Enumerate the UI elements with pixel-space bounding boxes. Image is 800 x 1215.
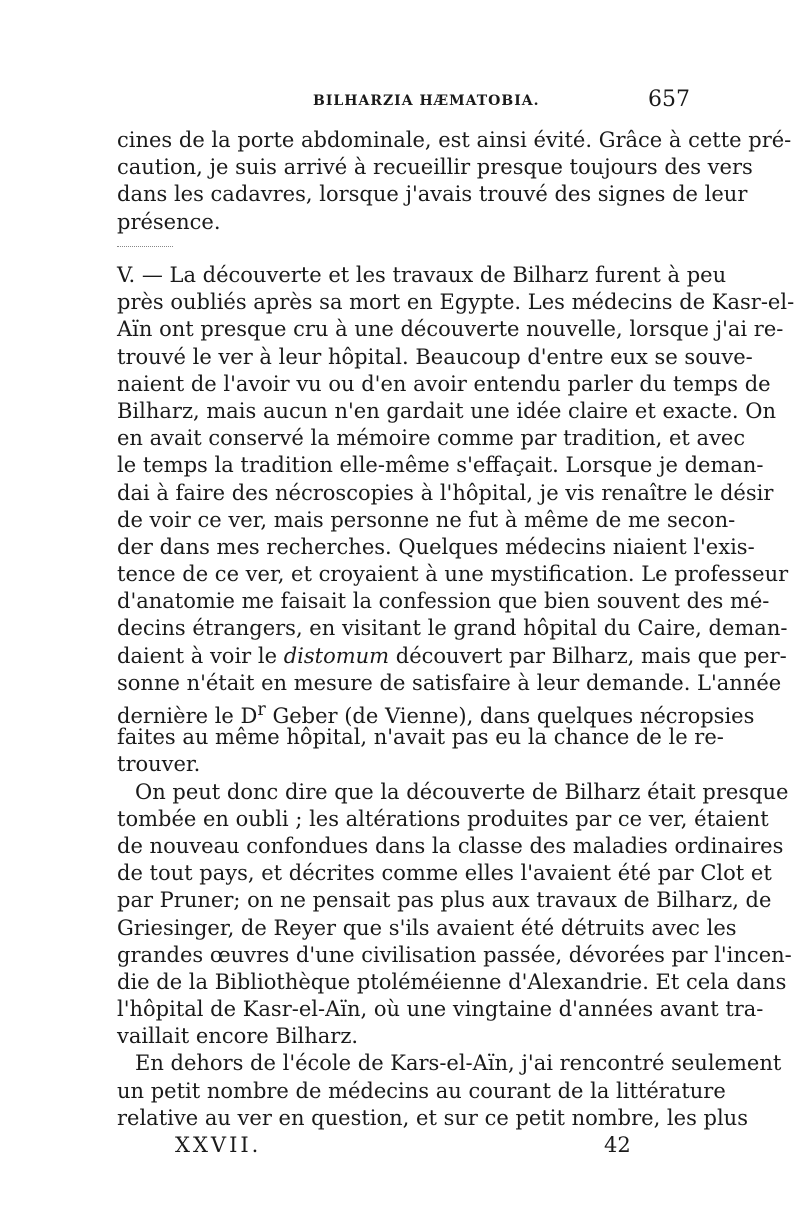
text-line: tence de ce ver, et croyaient à une mystification. Le professeur bbox=[117, 562, 789, 587]
text-line: présence. bbox=[117, 209, 221, 234]
text-line: sonne n'était en mesure de satisfaire à leur demande. L'année bbox=[117, 670, 782, 695]
running-title: BILHARZIA HÆMATOBIA. bbox=[313, 93, 540, 109]
text-line: dans les cadavres, lorsque j'avais trouvé des signes de leur bbox=[117, 182, 748, 207]
section-body bbox=[117, 262, 795, 1132]
text-line: Griesinger, de Reyer que s'ils avaient été détruits avec les bbox=[117, 915, 737, 940]
text-line: caution, je suis arrivé à recueillir presque toujours des vers bbox=[117, 155, 753, 180]
text-line: decins étrangers, en visitant le grand hôpital du Caire, deman- bbox=[117, 616, 788, 641]
text-line: vaillait encore Bilharz. bbox=[117, 1024, 359, 1049]
text-line: der dans mes recherches. Quelques médecins niaient l'exis- bbox=[117, 534, 755, 559]
separator-mark bbox=[117, 246, 173, 248]
signature-mark: XXVII. bbox=[175, 1133, 262, 1157]
text-line: un petit nombre de médecins au courant de la littérature bbox=[117, 1078, 726, 1103]
text-line: le temps la tradition elle-même s'effaçait. Lorsque je deman- bbox=[117, 453, 764, 478]
text-line: de tout pays, et décrites comme elles l'avaient été par Clot et bbox=[117, 861, 772, 886]
text-line: de voir ce ver, mais personne ne fut à même de me secon- bbox=[117, 507, 736, 532]
text-fragment: dernière le D bbox=[117, 704, 258, 728]
page-number: 657 bbox=[648, 87, 690, 112]
text-line: naient de l'avoir vu ou d'en avoir entendu parler du temps de bbox=[117, 371, 771, 396]
text-line: dai à faire des nécroscopies à l'hôpital, je vis renaître le désir bbox=[117, 480, 774, 505]
text-line: trouver. bbox=[117, 752, 201, 777]
text-line-distomum bbox=[117, 643, 787, 670]
text-line: relative au ver en question, et sur ce petit nombre, les plus bbox=[117, 1105, 748, 1130]
text-line: cines de la porte abdominale, est ainsi évité. Grâce à cette pré- bbox=[117, 128, 792, 152]
text-fragment: découvert par Bilharz, mais que per- bbox=[389, 643, 787, 668]
text-line: près oubliés après sa mort en Egypte. Les médecins de Kasr-el- bbox=[117, 290, 795, 315]
text-line: en avait conservé la mémoire comme par tradition, et avec bbox=[117, 426, 746, 451]
sheet-number: 42 bbox=[604, 1133, 631, 1157]
text-line: d'anatomie me faisait la confession que bien souvent des mé- bbox=[117, 589, 770, 614]
text-line: faites au même hôpital, n'avait pas eu la chance de le re- bbox=[117, 725, 724, 750]
text-line: En dehors de l'école de Kars-el-Aïn, j'ai rencontré seulement bbox=[135, 1051, 782, 1076]
italic-term-distomum: distomum bbox=[283, 643, 390, 668]
text-line: Aïn ont presque cru à une découverte nouvelle, lorsque j'ai re- bbox=[117, 317, 784, 342]
superscript-r: r bbox=[257, 700, 266, 720]
paragraph-continued bbox=[117, 127, 792, 236]
text-line: On peut donc dire que la découverte de Bilharz était presque bbox=[135, 779, 789, 804]
text-line: V. — La découverte et les travaux de Bilharz furent à peu bbox=[117, 263, 727, 287]
text-fragment: Geber (de Vienne), dans quelques nécropsies bbox=[265, 704, 755, 728]
text-line: trouvé le ver à leur hôpital. Beaucoup d'entre eux se souve- bbox=[117, 344, 753, 369]
text-line: grandes œuvres d'une civilisation passée, dévorées par l'incen- bbox=[117, 942, 792, 967]
text-line: de nouveau confondues dans la classe des maladies ordinaires bbox=[117, 833, 784, 858]
text-fragment: daient à voir le bbox=[117, 643, 284, 668]
text-line: par Pruner; on ne pensait pas plus aux travaux de Bilharz, de bbox=[117, 888, 772, 913]
paragraph-en-dehors bbox=[117, 1050, 782, 1132]
text-line: tombée en oubli ; les altérations produites par ce ver, étaient bbox=[117, 806, 769, 831]
text-line-geber bbox=[117, 697, 755, 728]
paragraph-oubli bbox=[117, 779, 792, 1051]
text-line: die de la Bibliothèque ptoléméienne d'Alexandrie. Et cela dans bbox=[117, 969, 787, 994]
text-line: l'hôpital de Kasr-el-Aïn, où une vingtaine d'années avant tra- bbox=[117, 997, 764, 1022]
text-line: Bilharz, mais aucun n'en gardait une idée claire et exacte. On bbox=[117, 398, 776, 423]
paragraph-section-v bbox=[117, 262, 795, 779]
